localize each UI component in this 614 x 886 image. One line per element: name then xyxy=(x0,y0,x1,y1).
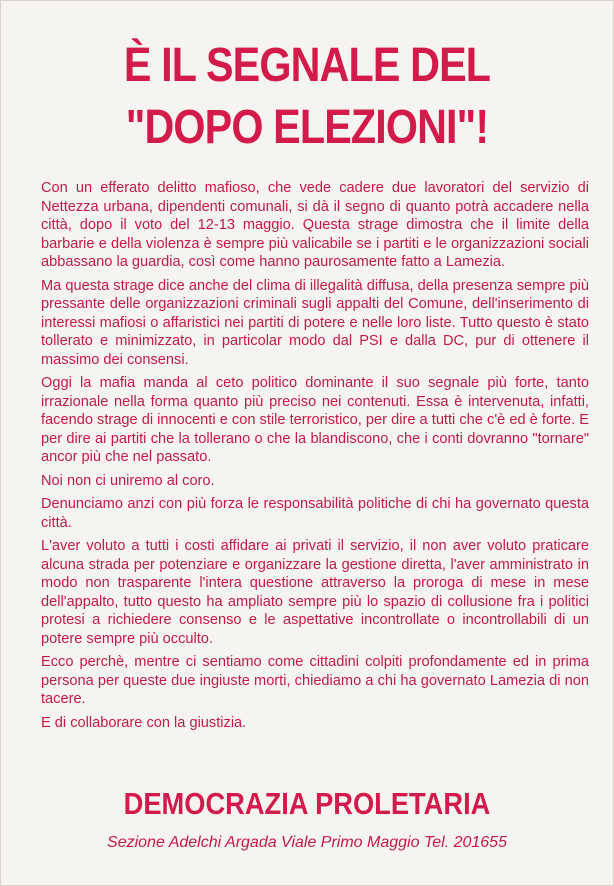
paragraph-6: L'aver voluto a tutti i costi affidare ai privati il servizio, il non aver voluto praticare alcuna strada per potenziare e organizzare la gestione diretta, l'aver amministrato in modo non trasparente l'intera questione attraverso la proroga di mese in mese dell'appalto, tutto questo ha ampliato sempre più lo spazio di collusione fra i politici protesi a richiedere consenso e le aspettative incontrollate o incontrollabili di un potere sempre più occulto. xyxy=(41,538,589,647)
paragraph-2: Ma questa strage dice anche del clima di illegalità diffusa, della presenza sempre più pressante delle organizzazioni criminali sugli appalti del Comune, dell'inserimento di interessi mafiosi o affaristici nei partiti di potere e nelle loro liste. Tutto questo è stato tollerato e minimizzato, in particolar modo dal PSI e dalla DC, pur di ottenere il massimo dei consensi. xyxy=(41,277,589,368)
headline-line-2: "DOPO ELEZIONI"! xyxy=(125,101,489,154)
signature-party-name: DEMOCRAZIA PROLETARIA xyxy=(123,786,491,821)
paragraph-4: Noi non ci uniremo al coro. xyxy=(41,472,215,489)
paragraph-3: Oggi la mafia manda al ceto politico dominante il suo segnale più forte, tanto irrazionale nella forma quanto più preciso nei contenuti. Essa è intervenuta, infatti, facendo strage di innocenti e con stile terroristico, per dire a tutti che c'è ed è forte. E per dire ai partiti che la tollerano o che la blandiscono, che i conti dovranno "tornare" ancor più che nel passato. xyxy=(41,375,589,465)
headline-line-1: È IL SEGNALE DEL xyxy=(123,39,491,92)
paragraph-5: Denunciamo anzi con più forza le responsabilità politiche di chi ha governato questa città. xyxy=(41,496,589,531)
paragraph-8: E di collaborare con la giustizia. xyxy=(41,714,247,731)
paragraph-7: Ecco perchè, mentre ci sentiamo come cittadini colpiti profondamente ed in prima persona per queste due ingiuste morti, chiediamo a chi ha governato Lamezia di non tacere. xyxy=(41,654,589,707)
paragraph-1: Con un efferato delitto mafioso, che vede cadere due lavoratori del servizio di Nettezza urbana, dipendenti comunali, si dà il segno di quanto potrà accadere nella città, dopo il voto del 12-13 maggio. Questa strage dimostra che il limite della barbarie e della violenza è sempre più valicabile se i partiti e le organizzazioni sociali abbassano la guardia, così come hanno paurosamente fatto a Lamezia. xyxy=(41,180,589,270)
section-address: Sezione Adelchi Argada Viale Primo Maggio Tel. 201655 xyxy=(107,834,507,851)
body-text xyxy=(41,179,589,737)
